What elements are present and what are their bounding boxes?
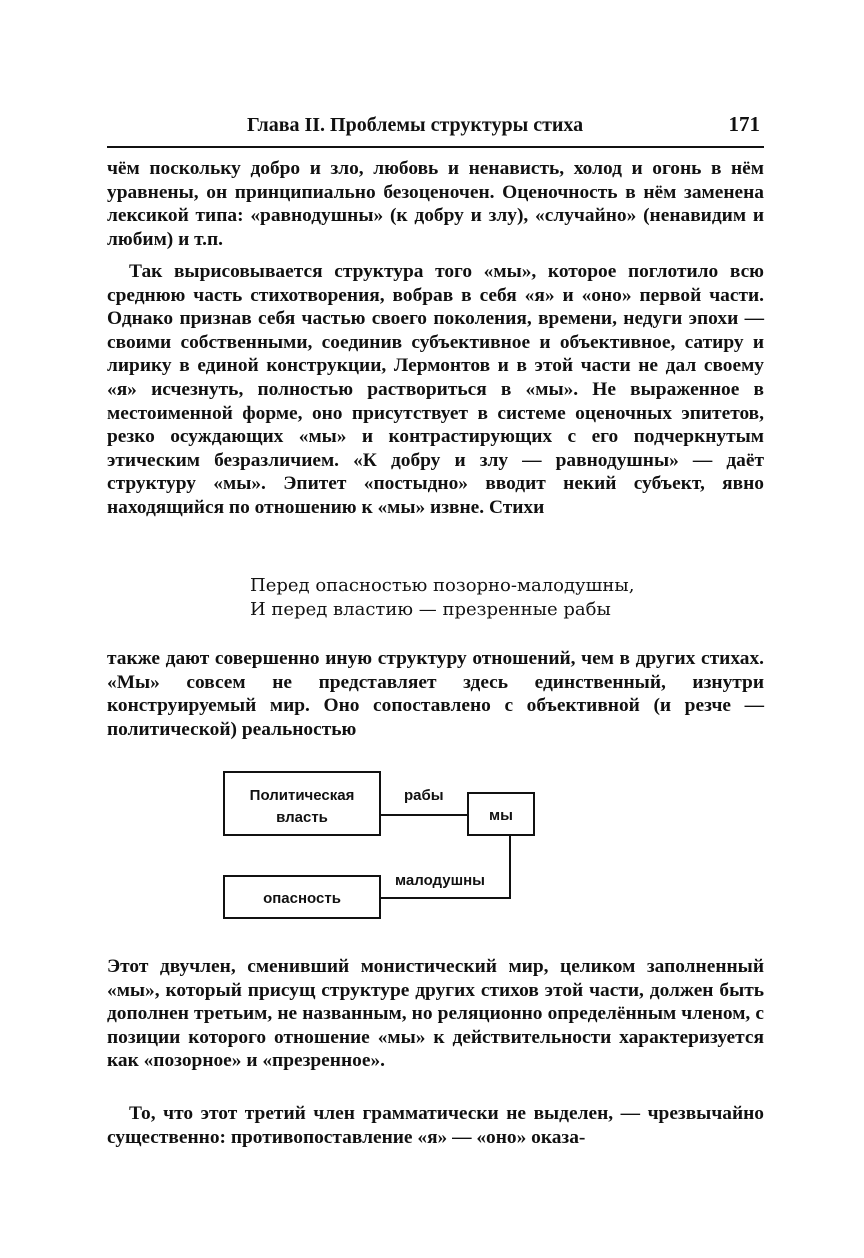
verse-line-2: И перед властию — презренные рабы bbox=[250, 599, 611, 620]
relation-diagram bbox=[205, 760, 545, 930]
box-political-power-label-2: власть bbox=[276, 809, 328, 826]
box-we-label: мы bbox=[489, 807, 513, 824]
label-slaves: рабы bbox=[404, 787, 444, 804]
label-cowardly: малодушны bbox=[395, 872, 485, 889]
page-number: 171 bbox=[728, 112, 760, 136]
chapter-title: Глава II. Проблемы структуры стиха bbox=[247, 114, 584, 136]
box-political-power-label-1: Политическая bbox=[249, 787, 355, 804]
paragraph-1: чём поскольку добро и зло, любовь и ненависть, холод и огонь в нём уравнены, он принципиально безоценочен. Оценочность в нём заменена лексикой типа: «равнодушны» (к добру и злу), «случайно» (ненавидим и любим) и т.п. bbox=[107, 158, 764, 250]
paragraph-2: Так вырисовывается структура того «мы», которое поглотило всю среднюю часть стихотворения, вобрав в себя «я» и «оно» первой части. Однако признав себя частью своего поколения, времени, недуги эпохи — своими собственными, соединив субъективное и объективное, сатиру и лирику в единой конструкции, Лермонтов и в этой части не дал своему «я» исчезнуть, полностью раствориться в «мы». Не выраженное в местоименной форме, оно присутствует в системе оценочных эпитетов, резко осуждающих «мы» и контрастирующих с его подчеркнутым этическим безразличием. «К добру и злу — равнодушны» — даёт структуру «мы». Эпитет «постыдно» вводит некий субъект, явно находящийся по отношению к «мы» извне. Стихи bbox=[107, 261, 764, 518]
box-danger-label: опасность bbox=[263, 890, 341, 907]
paragraph-3: также дают совершенно иную структуру отношений, чем в других стихах. «Мы» совсем не представляет здесь единственный, изнутри конструируемый мир. Оно сопоставлено с объективной (и резче — политической) реальностью bbox=[107, 648, 764, 740]
paragraph-5: То, что этот третий член грамматически не выделен, — чрезвычайно существенно: противопоставление «я» — «оно» оказа- bbox=[107, 1103, 764, 1148]
running-header bbox=[107, 106, 764, 148]
verse-line-1: Перед опасностью позорно-малодушны, bbox=[250, 575, 635, 596]
paragraph-4: Этот двучлен, сменивший монистический мир, целиком заполненный «мы», который присущ структуре других стихов этой части, должен быть дополнен третьим, не названным, но реляционно определённым членом, с позиции которого отношение «мы» к действительности характеризуется как «позорное» и «презренное». bbox=[107, 956, 764, 1072]
verse-quote bbox=[250, 574, 634, 622]
